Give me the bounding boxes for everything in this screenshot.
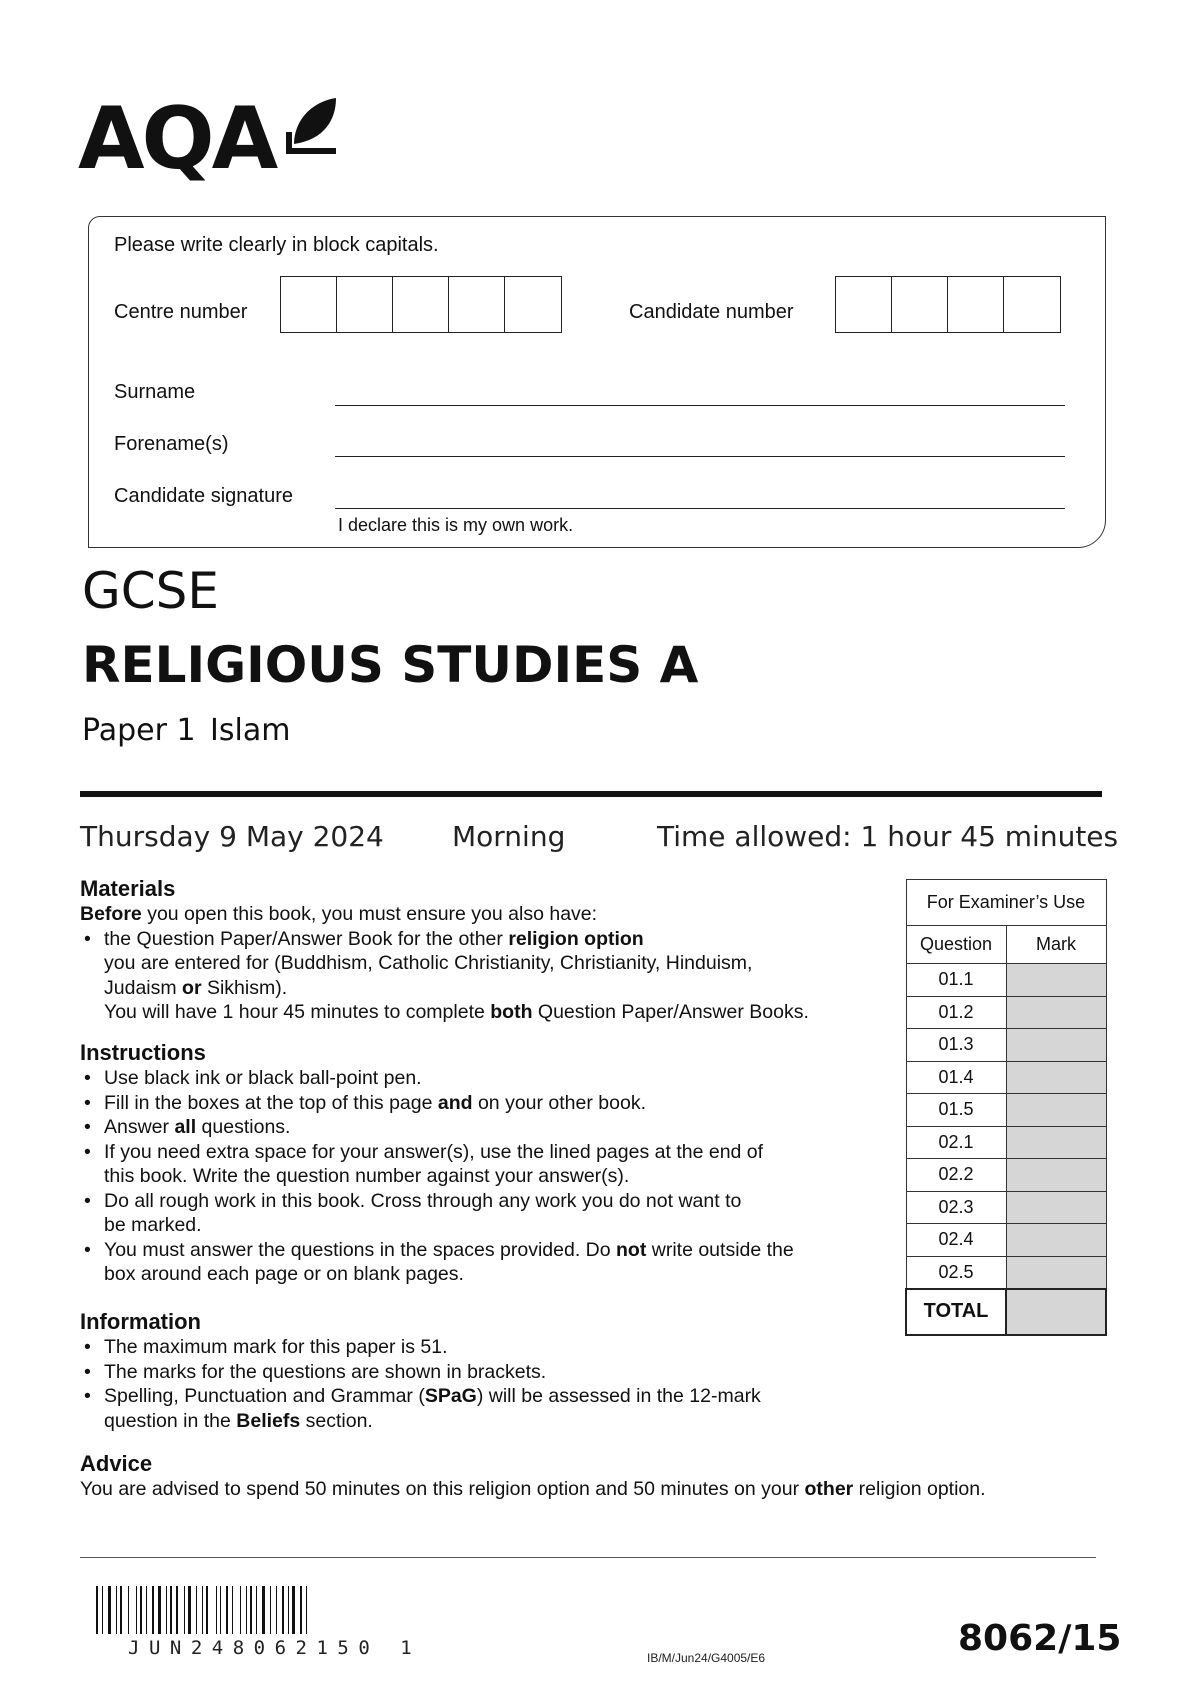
examiners-use-title: For Examiner’s Use	[906, 880, 1106, 926]
table-row	[906, 964, 1106, 997]
instructions-heading: Instructions	[80, 1040, 206, 1065]
mark-cell	[1006, 1191, 1106, 1224]
document-reference: IB/M/Jun24/G4005/E6	[647, 1651, 766, 1665]
mark-cell	[1006, 1029, 1106, 1062]
table-row	[906, 1061, 1106, 1094]
surname-label: Surname	[114, 381, 196, 403]
mark-cell	[1006, 1126, 1106, 1159]
mark-cell	[1006, 1061, 1106, 1094]
materials-intro: Before you open this book, you must ensure you also have:	[80, 903, 598, 925]
question-number: 02.4	[906, 1224, 1006, 1257]
aqa-logo-text: AQA	[78, 89, 276, 189]
question-number: 02.2	[906, 1159, 1006, 1192]
question-number: 01.2	[906, 996, 1006, 1029]
table-row	[906, 1191, 1106, 1224]
question-number: 01.4	[906, 1061, 1006, 1094]
time-allowed: Time allowed: 1 hour 45 minutes	[657, 820, 1119, 853]
question-number: 02.5	[906, 1256, 1006, 1289]
mark-cell	[1006, 1224, 1106, 1257]
digit-box[interactable]	[836, 277, 892, 332]
mark-cell	[1006, 1094, 1106, 1127]
table-row	[906, 1094, 1106, 1127]
divider-thin	[80, 1557, 1096, 1558]
question-number: 02.1	[906, 1126, 1006, 1159]
block-capitals-instruction: Please write clearly in block capitals.	[114, 234, 439, 256]
advice-text: You are advised to spend 50 minutes on this religion option and 50 minutes on your other religion option.	[80, 1478, 986, 1500]
information-item: • Spelling, Punctuation and Grammar (SPaG) will be assessed in the 12-mark question in the Beliefs section.	[80, 1384, 880, 1433]
surname-field[interactable]	[335, 405, 1065, 406]
mark-cell	[1006, 996, 1106, 1029]
signature-label: Candidate signature	[114, 485, 294, 507]
paper-option: Islam	[210, 713, 291, 748]
total-label: TOTAL	[906, 1289, 1006, 1335]
question-column-header: Question	[906, 926, 1006, 964]
digit-box[interactable]	[281, 277, 337, 332]
digit-box[interactable]	[1004, 277, 1060, 332]
mark-cell	[1006, 1159, 1106, 1192]
instructions-section	[80, 1040, 880, 1287]
table-row	[906, 1126, 1106, 1159]
instruction-item: • You must answer the questions in the spaces provided. Do not write outside the box around each page or on blank pages.	[80, 1238, 880, 1287]
total-mark-cell	[1006, 1289, 1106, 1335]
question-number: 01.5	[906, 1094, 1006, 1127]
subject-title: RELIGIOUS STUDIES A	[82, 636, 699, 694]
divider-thick	[80, 791, 1102, 797]
examiners-use-table	[905, 879, 1107, 1336]
aqa-logo	[78, 89, 348, 189]
exam-date: Thursday 9 May 2024	[80, 820, 384, 853]
digit-box[interactable]	[337, 277, 393, 332]
barcode-number: JUN248062150 1	[128, 1637, 422, 1659]
instruction-item: • Answer all questions.	[80, 1115, 880, 1140]
mark-cell	[1006, 964, 1106, 997]
total-row	[906, 1289, 1106, 1335]
materials-heading: Materials	[80, 876, 176, 901]
information-section	[80, 1309, 880, 1433]
digit-box[interactable]	[393, 277, 449, 332]
digit-box[interactable]	[449, 277, 505, 332]
materials-bullet: • the Question Paper/Answer Book for the other religion option you are entered for (Buddhism, Catholic Christianity, Christianity, Hinduism, Judaism or Sikhism). You will have 1 hour 45 minutes to complete both Question Paper/Answer Books.	[80, 927, 880, 1025]
digit-box[interactable]	[948, 277, 1004, 332]
table-row	[906, 1256, 1106, 1289]
paper-code: 8062/15	[958, 1618, 1122, 1659]
forename-label: Forename(s)	[114, 433, 229, 455]
candidate-number-field[interactable]	[835, 276, 1061, 333]
candidate-number-label: Candidate number	[629, 301, 794, 323]
question-number: 02.3	[906, 1191, 1006, 1224]
instruction-item: • Fill in the boxes at the top of this page and on your other book.	[80, 1091, 880, 1116]
instruction-item: • Do all rough work in this book. Cross through any work you do not want to be marked.	[80, 1189, 880, 1238]
instruction-item: • If you need extra space for your answer(s), use the lined pages at the end of this book. Write the question number against your answer(s).	[80, 1140, 880, 1189]
mark-cell	[1006, 1256, 1106, 1289]
leaf-icon	[280, 92, 340, 162]
table-row	[906, 1159, 1106, 1192]
instruction-item: • Use black ink or black ball-point pen.	[80, 1066, 880, 1091]
table-row	[906, 1029, 1106, 1062]
signature-field[interactable]	[335, 508, 1065, 509]
question-number: 01.1	[906, 964, 1006, 997]
declaration-text: I declare this is my own work.	[338, 515, 574, 535]
centre-number-field[interactable]	[280, 276, 562, 333]
table-row	[906, 1224, 1106, 1257]
information-heading: Information	[80, 1309, 201, 1334]
advice-heading: Advice	[80, 1451, 153, 1476]
barcode-icon	[96, 1586, 510, 1634]
qualification-level: GCSE	[82, 562, 219, 620]
mark-column-header: Mark	[1006, 926, 1106, 964]
question-number: 01.3	[906, 1029, 1006, 1062]
digit-box[interactable]	[505, 277, 561, 332]
exam-session: Morning	[452, 820, 566, 853]
advice-section	[80, 1451, 1120, 1502]
information-item: • The maximum mark for this paper is 51.	[80, 1335, 880, 1360]
information-item: • The marks for the questions are shown in brackets.	[80, 1360, 880, 1385]
centre-number-label: Centre number	[114, 301, 248, 323]
digit-box[interactable]	[892, 277, 948, 332]
materials-section	[80, 876, 880, 1025]
table-row	[906, 996, 1106, 1029]
forename-field[interactable]	[335, 456, 1065, 457]
paper-number: Paper 1	[82, 713, 196, 748]
